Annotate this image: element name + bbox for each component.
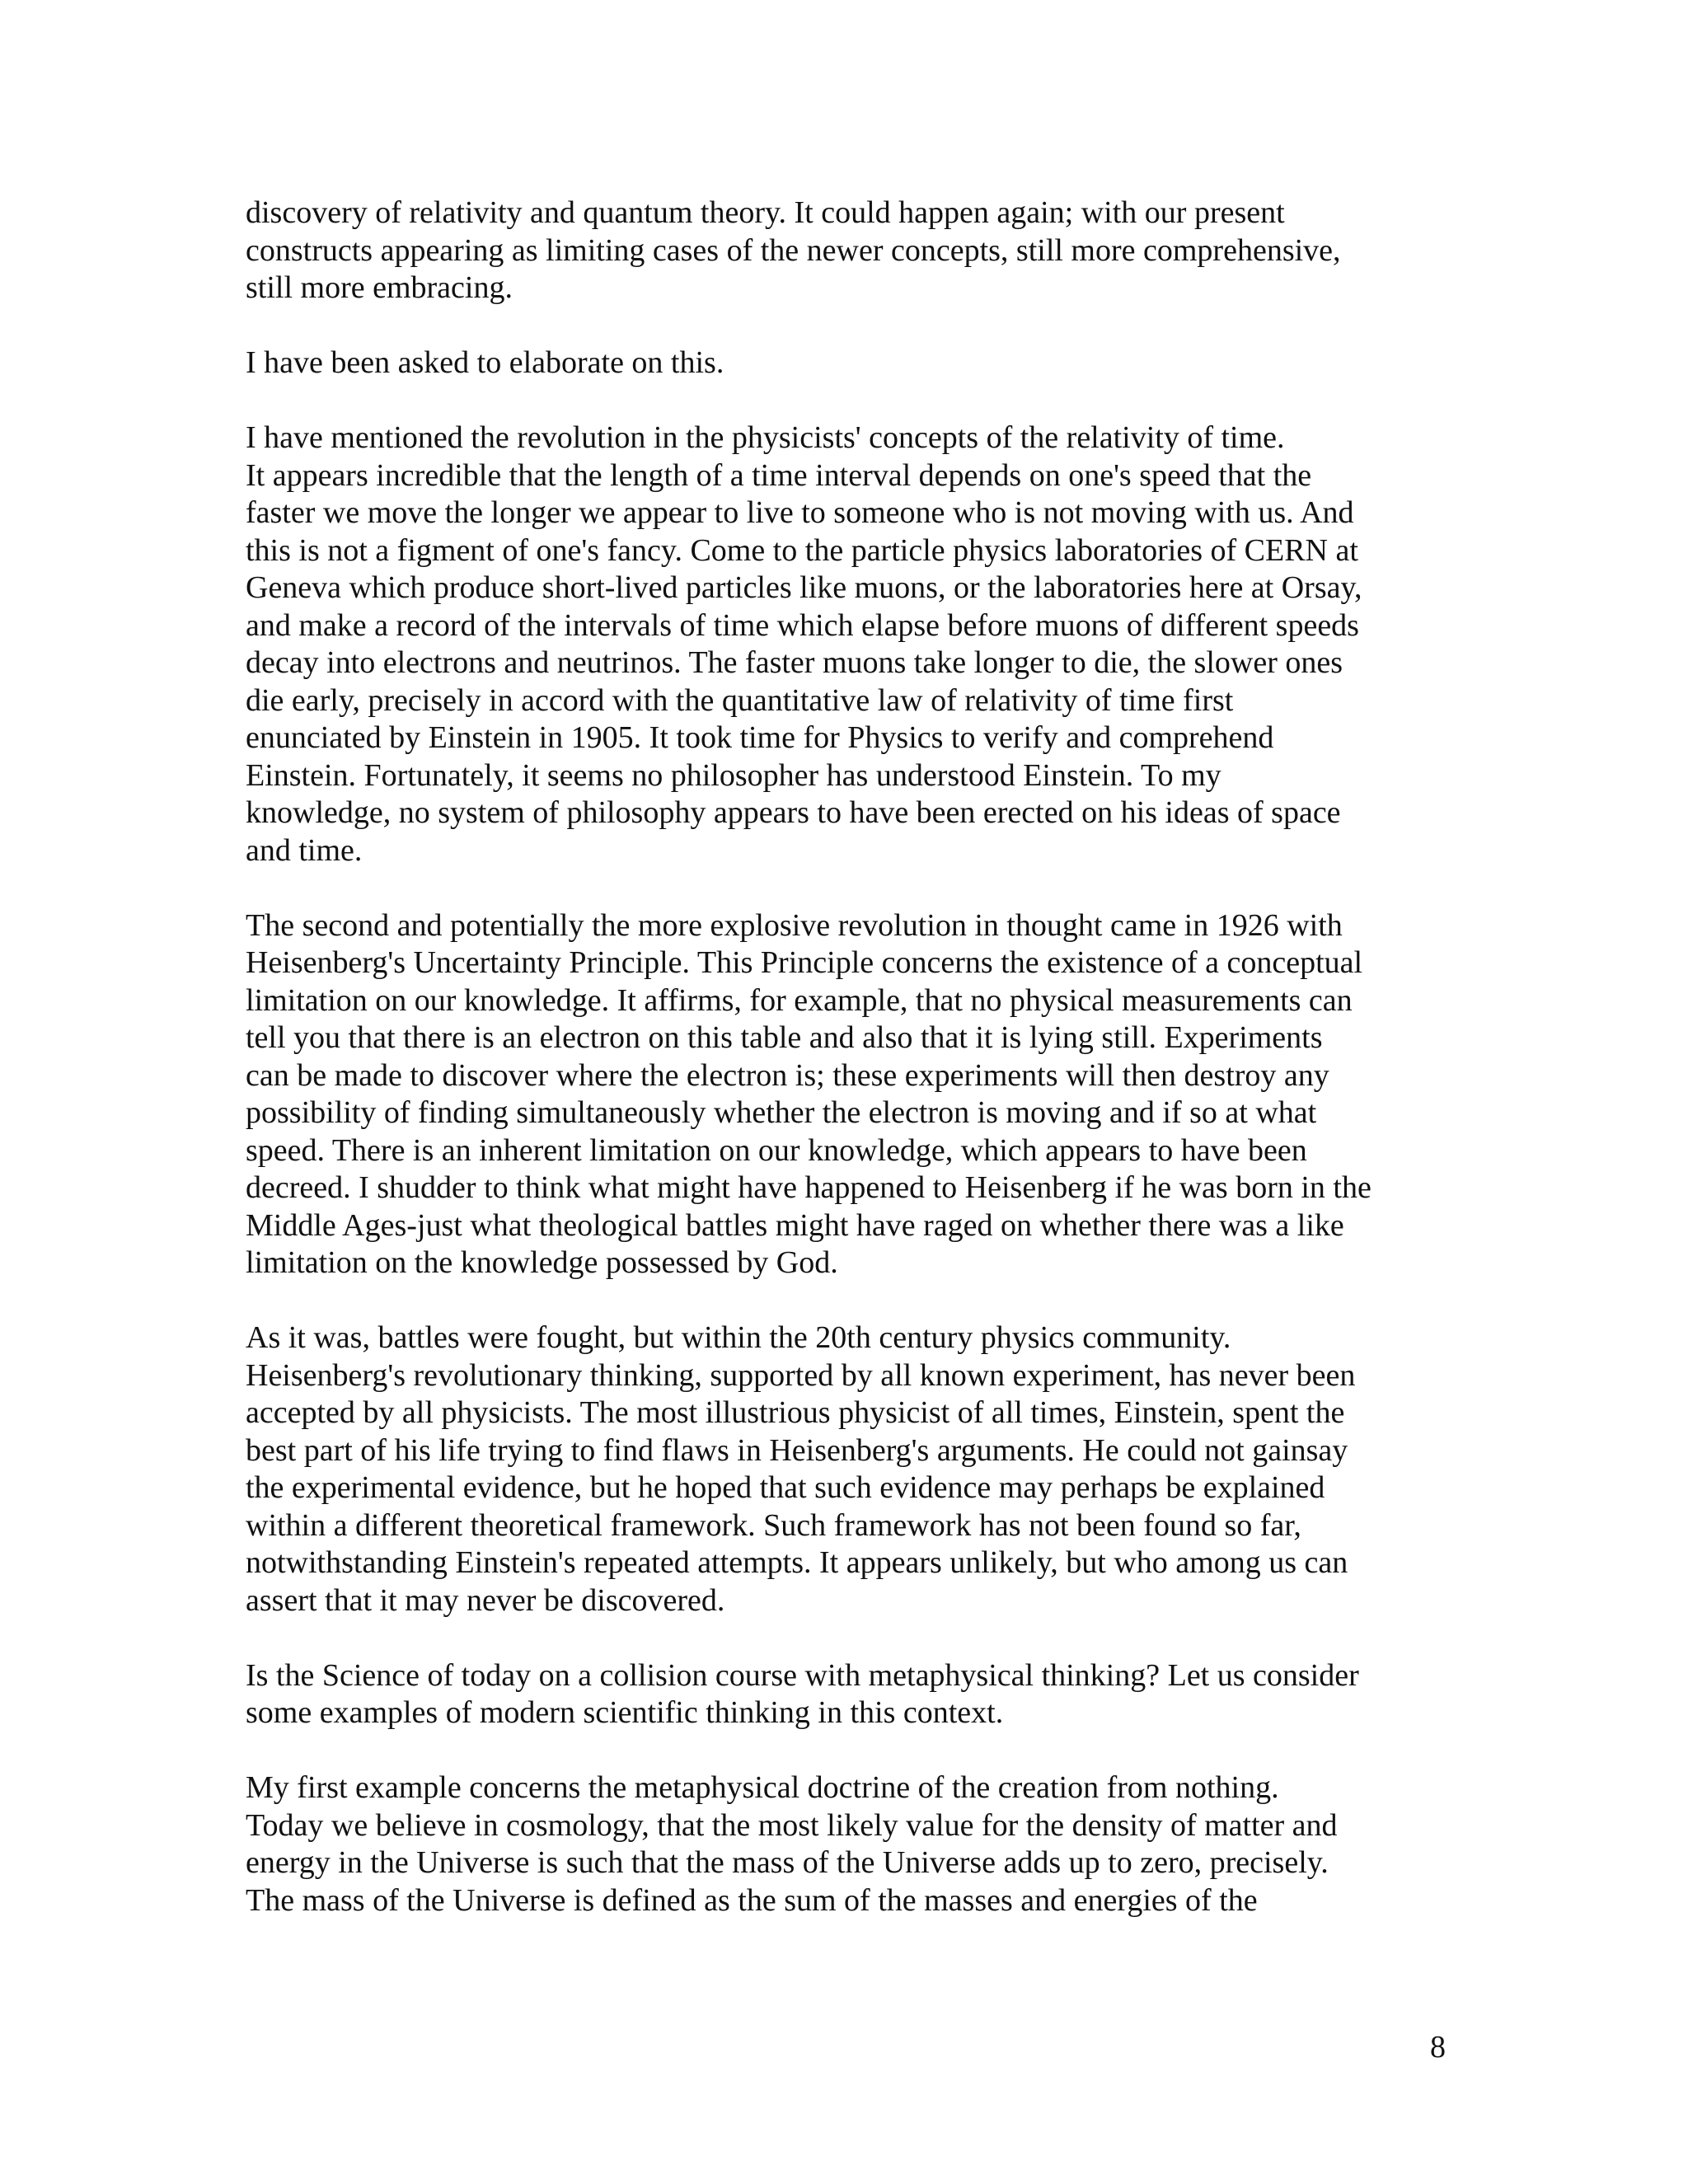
text-line: knowledge, no system of philosophy appears to have been erected on his ideas of space [246,795,1341,830]
text-line: Middle Ages-just what theological battles might have raged on whether there was a like [246,1207,1344,1243]
text-line: My first example concerns the metaphysical doctrine of the creation from nothing. [246,1770,1279,1805]
text-line: decay into electrons and neutrinos. The faster muons take longer to die, the slower ones [246,645,1343,680]
text-line: Heisenberg's Uncertainty Principle. This Principle concerns the existence of a conceptual [246,945,1363,980]
text-line: energy in the Universe is such that the mass of the Universe adds up to zero, precisely. [246,1845,1329,1880]
text-line: and time. [246,832,363,868]
text-line: notwithstanding Einstein's repeated attempts. It appears unlikely, but who among us can [246,1545,1348,1580]
text-line: die early, precisely in accord with the quantitative law of relativity of time first [246,682,1234,718]
paragraph-7 [246,1769,1465,1919]
text-line: still more embracing. [246,270,513,305]
paragraph-gap [246,1282,1465,1320]
text-line: As it was, battles were fought, but within the 20th century physics community. [246,1320,1231,1355]
text-line: speed. There is an inherent limitation on our knowledge, which appears to have been [246,1132,1307,1168]
text-line: the experimental evidence, but he hoped that such evidence may perhaps be explained [246,1470,1325,1505]
paragraph-gap [246,307,1465,345]
text-line: some examples of modern scientific thinking in this context. [246,1695,1004,1730]
paragraph-gap [246,382,1465,420]
paragraph-4 [246,907,1465,1282]
text-line: Geneva which produce short-lived particles like muons, or the laboratories here at Orsay, [246,570,1362,605]
text-line: discovery of relativity and quantum theory. It could happen again; with our present [246,195,1285,230]
paragraph-gap [246,1619,1465,1657]
text-line: Heisenberg's revolutionary thinking, supported by all known experiment, has never been [246,1357,1356,1393]
paragraph-gap [246,869,1465,907]
paragraph-5 [246,1319,1465,1619]
text-line: limitation on our knowledge. It affirms, for example, that no physical measurements can [246,982,1353,1018]
paragraph-gap [246,1732,1465,1770]
text-line: constructs appearing as limiting cases of the newer concepts, still more comprehensive, [246,232,1341,268]
text-line: The mass of the Universe is defined as the sum of the masses and energies of the [246,1882,1258,1918]
paragraph-6 [246,1657,1465,1732]
text-line: possibility of finding simultaneously whether the electron is moving and if so at what [246,1095,1317,1130]
paragraph-3 [246,419,1465,869]
text-line: It appears incredible that the length of a time interval depends on one's speed that the [246,457,1312,493]
body-text [246,194,1465,1919]
text-line: and make a record of the intervals of time which elapse before muons of different speeds [246,607,1359,643]
text-line: The second and potentially the more explosive revolution in thought came in 1926 with [246,907,1343,943]
text-line: within a different theoretical framework. Such framework has not been found so far, [246,1507,1301,1543]
page-number: 8 [1430,2030,1446,2064]
text-line: accepted by all physicists. The most illustrious physicist of all times, Einstein, spent the [246,1395,1345,1430]
text-line: Today we believe in cosmology, that the most likely value for the density of matter and [246,1807,1338,1843]
text-line: this is not a figment of one's fancy. Come to the particle physics laboratories of CERN at [246,532,1358,568]
text-line: can be made to discover where the electron is; these experiments will then destroy any [246,1057,1329,1093]
paragraph-1 [246,194,1465,307]
text-line: assert that it may never be discovered. [246,1582,725,1618]
text-line: limitation on the knowledge possessed by God. [246,1245,838,1280]
text-line: Is the Science of today on a collision course with metaphysical thinking? Let us consider [246,1657,1359,1693]
text-line: best part of his life trying to find flaws in Heisenberg's arguments. He could not gainsay [246,1432,1348,1468]
paragraph-2 [246,344,1465,382]
text-line: decreed. I shudder to think what might have happened to Heisenberg if he was born in the [246,1170,1372,1205]
text-line: faster we move the longer we appear to live to someone who is not moving with us. And [246,495,1354,530]
text-line: enunciated by Einstein in 1905. It took time for Physics to verify and comprehend [246,720,1274,755]
text-line: Einstein. Fortunately, it seems no philosopher has understood Einstein. To my [246,757,1221,793]
text-line: I have mentioned the revolution in the physicists' concepts of the relativity of time. [246,420,1285,455]
text-line: I have been asked to elaborate on this. [246,345,724,380]
text-line: tell you that there is an electron on this table and also that it is lying still. Experiments [246,1020,1323,1055]
